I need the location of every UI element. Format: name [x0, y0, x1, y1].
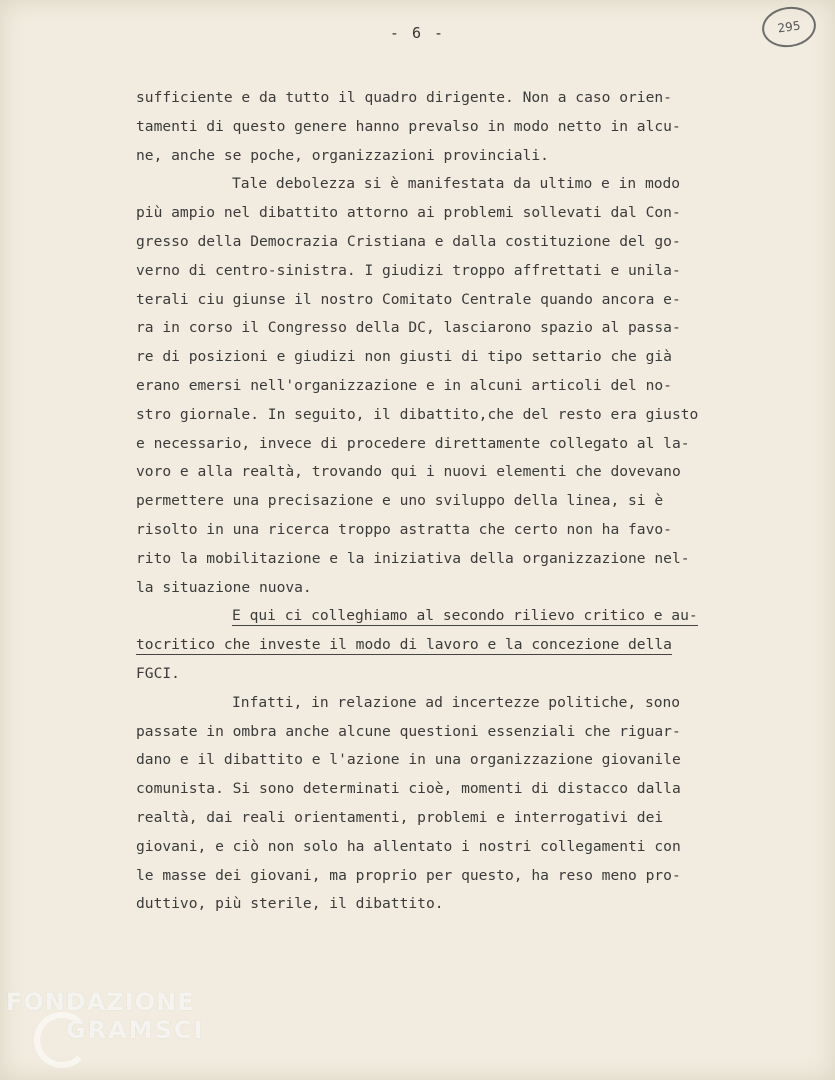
text-line: risolto in una ricerca troppo astratta che certo non ha favo- — [136, 520, 672, 538]
text-line: ra in corso il Congresso della DC, lasciarono spazio al passa- — [136, 319, 681, 337]
text-line: duttivo, più sterile, il dibattito. — [136, 895, 444, 913]
text-line: tamenti di questo genere hanno prevalso in modo netto in alcu- — [136, 117, 681, 135]
paragraph-start-line: Infatti, in relazione ad incertezze politiche, sono — [232, 693, 681, 711]
text-line: comunista. Si sono determinati cioè, momenti di distacco dalla — [136, 780, 681, 798]
text-line: passate in ombra anche alcune questioni essenziali che riguar- — [136, 722, 681, 740]
body-text — [136, 84, 786, 919]
text-line: la situazione nuova. — [136, 578, 312, 596]
archive-stamp: 295 — [759, 3, 818, 50]
watermark-line-1: FONDAZIONE — [6, 988, 195, 1016]
text-line: più ampio nel dibattito attorno ai problemi sollevati dal Con- — [136, 204, 681, 222]
text-line: stro giornale. In seguito, il dibattito,che del resto era giusto — [136, 405, 699, 423]
text-line: ne, anche se poche, organizzazioni provinciali. — [136, 146, 549, 164]
text-line: re di posizioni e giudizi non giusti di tipo settario che già — [136, 348, 672, 366]
text-line: verno di centro-sinistra. I giudizi troppo affrettati e unila- — [136, 261, 681, 279]
text-line: le masse dei giovani, ma proprio per questo, ha reso meno pro- — [136, 866, 681, 884]
text-line: sufficiente e da tutto il quadro dirigente. Non a caso orien- — [136, 89, 672, 106]
page-number: - 6 - — [389, 24, 446, 42]
text-line: terali ciu giunse il nostro Comitato Centrale quando ancora e- — [136, 290, 681, 308]
text-line: gresso della Democrazia Cristiana e dalla costituzione del go- — [136, 232, 681, 250]
text-line: erano emersi nell'organizzazione e in alcuni articoli del no- — [136, 376, 672, 394]
underlined-line — [136, 631, 786, 660]
paragraph-start-line: Tale debolezza si è manifestata da ultimo e in modo — [232, 175, 681, 193]
underlined-text: E qui ci colleghiamo al secondo rilievo critico e au- — [232, 607, 698, 625]
text-line: FGCI. — [136, 664, 180, 682]
text-line: permettere una precisazione e uno sviluppo della linea, si è — [136, 492, 664, 510]
watermark-line-2: GRAMSCI — [66, 1016, 205, 1044]
text-line: realtà, dai reali orientamenti, problemi e interrogativi dei — [136, 808, 664, 826]
underlined-text: tocritico che investe il modo di lavoro e la concezione della — [136, 636, 672, 654]
text-line: voro e alla realtà, trovando qui i nuovi elementi che dovevano — [136, 463, 681, 481]
text-line: e necessario, invece di procedere direttamente collegato al la- — [136, 434, 690, 452]
watermark — [6, 988, 204, 1044]
text-line: dano e il dibattito e l'azione in una organizzazione giovanile — [136, 751, 681, 769]
underlined-line — [136, 602, 786, 631]
text-line: rito la mobilitazione e la iniziativa della organizzazione nel- — [136, 549, 690, 567]
text-line: giovani, e ciò non solo ha allentato i nostri collegamenti con — [136, 837, 681, 855]
